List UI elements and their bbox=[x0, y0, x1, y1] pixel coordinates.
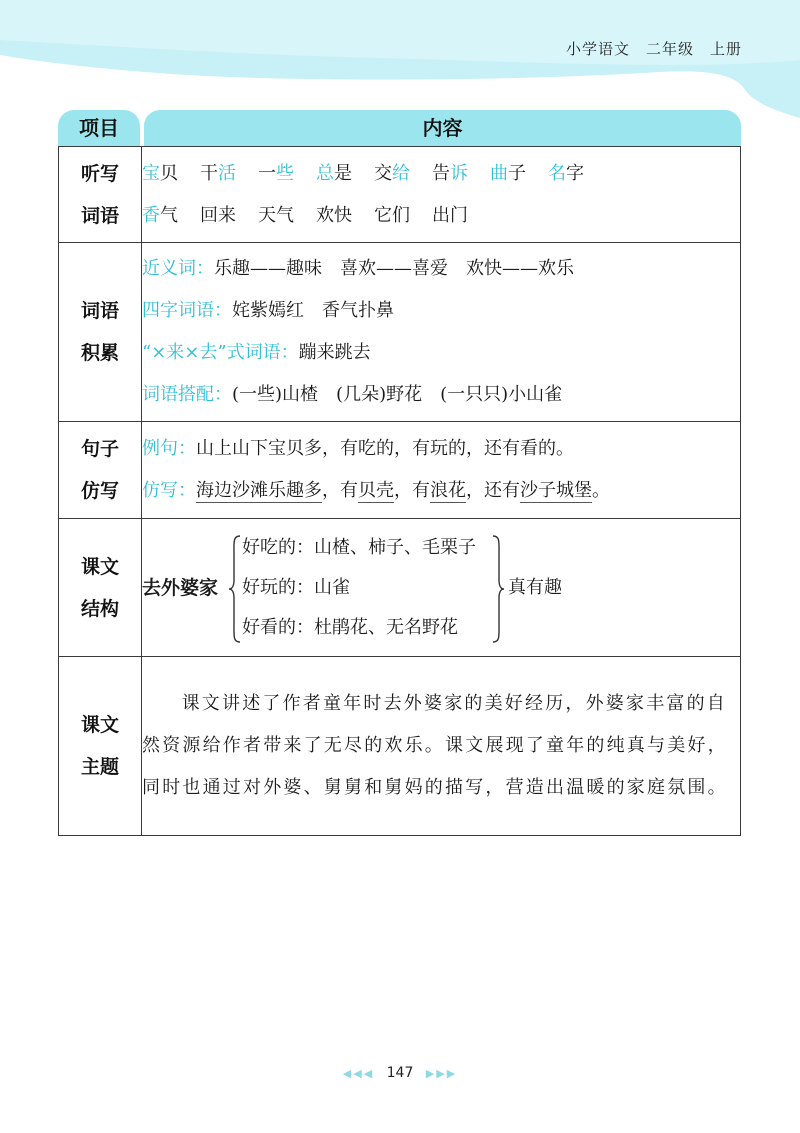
practice-answer-4: 沙子城堡 bbox=[520, 480, 592, 501]
practice-sentence: 仿写：海边沙滩乐趣多，有贝壳，有浪花，还有沙子城堡。 bbox=[142, 480, 610, 501]
dictation-word: 宝贝 bbox=[142, 162, 178, 184]
pattern-line bbox=[142, 332, 740, 374]
table-header bbox=[58, 110, 741, 146]
dictation-word: 出门 bbox=[432, 204, 468, 226]
theme-paragraph: 课文讲述了作者童年时去外婆家的美好经历，外婆家丰富的自然资源给作者带来了无尽的欢乐。课文展现了童年的纯真与美好，同时也通过对外婆、舅舅和舅妈的描写，营造出温暖的家庭氛围。 bbox=[142, 693, 728, 798]
pattern-text: 蹦来跳去 bbox=[298, 342, 371, 363]
label-sentence-imitation: 句子 仿写 bbox=[59, 422, 142, 519]
book-title: 小学语文 二年级 上册 bbox=[565, 40, 742, 58]
structure-branch-1: 好吃的：山楂、柿子、毛栗子 bbox=[242, 536, 476, 558]
header-band bbox=[0, 0, 800, 120]
header-item: 项目 bbox=[58, 110, 140, 146]
dictation-word: 天气 bbox=[258, 204, 294, 226]
dictation-words bbox=[142, 147, 741, 243]
practice-answer-2: 贝壳 bbox=[358, 480, 394, 501]
content-table bbox=[58, 146, 741, 836]
left-arrows-icon: ◀◀◀ bbox=[342, 1067, 375, 1080]
idiom-tag: 四字词语： bbox=[142, 300, 232, 321]
dictation-word: 名字 bbox=[548, 162, 584, 184]
structure-conclusion: 真有趣 bbox=[508, 576, 562, 598]
header-content: 内容 bbox=[144, 110, 741, 146]
word-accumulation bbox=[142, 243, 741, 422]
row-structure bbox=[59, 519, 741, 657]
example-text: 山上山下宝贝多，有吃的，有玩的，还有看的。 bbox=[196, 438, 574, 459]
dictation-word: 一些 bbox=[258, 162, 294, 184]
right-brace-icon bbox=[491, 534, 505, 644]
practice-answer-3: 浪花 bbox=[430, 480, 466, 501]
summary-table bbox=[58, 110, 741, 836]
row-theme bbox=[59, 657, 741, 836]
synonym-tag: 近义词： bbox=[142, 258, 214, 279]
dictation-word: 交给 bbox=[374, 162, 410, 184]
page-footer bbox=[0, 1065, 800, 1081]
dictation-word: 香气 bbox=[142, 204, 178, 226]
example-sentence bbox=[142, 428, 740, 470]
structure-branch-2: 好玩的：山雀 bbox=[242, 576, 350, 598]
dictation-word: 它们 bbox=[374, 204, 410, 226]
page-number: 147 bbox=[386, 1065, 414, 1081]
dictation-word: 告诉 bbox=[432, 162, 468, 184]
label-theme: 课文 主题 bbox=[59, 657, 142, 836]
synonyms-line bbox=[142, 248, 740, 290]
dictation-word: 曲子 bbox=[490, 162, 526, 184]
idioms-line bbox=[142, 290, 740, 332]
idiom-text: 姹紫嫣红 香气扑鼻 bbox=[232, 300, 394, 321]
practice-answer-1: 海边沙滩乐趣多 bbox=[196, 480, 322, 501]
sentence-imitation bbox=[142, 422, 741, 519]
structure-root: 去外婆家 bbox=[142, 576, 219, 599]
label-word-accumulation: 词语 积累 bbox=[59, 243, 142, 422]
theme-text bbox=[142, 657, 741, 836]
row-dictation bbox=[59, 147, 741, 243]
structure-diagram bbox=[142, 519, 741, 657]
label-dictation: 听写 词语 bbox=[59, 147, 142, 243]
dictation-line-2 bbox=[142, 195, 740, 237]
collocation-line bbox=[142, 374, 740, 416]
row-word-accumulation bbox=[59, 243, 741, 422]
row-sentence-imitation bbox=[59, 422, 741, 519]
example-tag: 例句： bbox=[142, 438, 196, 459]
collocation-text: (一些)山楂 (几朵)野花 (一只只)小山雀 bbox=[232, 384, 563, 405]
structure-branch-3: 好看的：杜鹃花、无名野花 bbox=[242, 616, 458, 638]
right-arrows-icon: ▶▶▶ bbox=[425, 1067, 458, 1080]
collocation-tag: 词语搭配： bbox=[142, 384, 232, 405]
label-structure: 课文 结构 bbox=[59, 519, 142, 657]
dictation-line-1 bbox=[142, 153, 740, 195]
dictation-word: 欢快 bbox=[316, 204, 352, 226]
pattern-tag: “×来×去”式词语： bbox=[142, 342, 299, 363]
practice-tag: 仿写： bbox=[142, 480, 196, 501]
synonym-text: 乐趣——趣味 喜欢——喜爱 欢快——欢乐 bbox=[214, 258, 574, 279]
dictation-word: 回来 bbox=[200, 204, 236, 226]
dictation-word: 干活 bbox=[200, 162, 236, 184]
dictation-word: 总是 bbox=[316, 162, 352, 184]
left-brace-icon bbox=[228, 534, 242, 644]
